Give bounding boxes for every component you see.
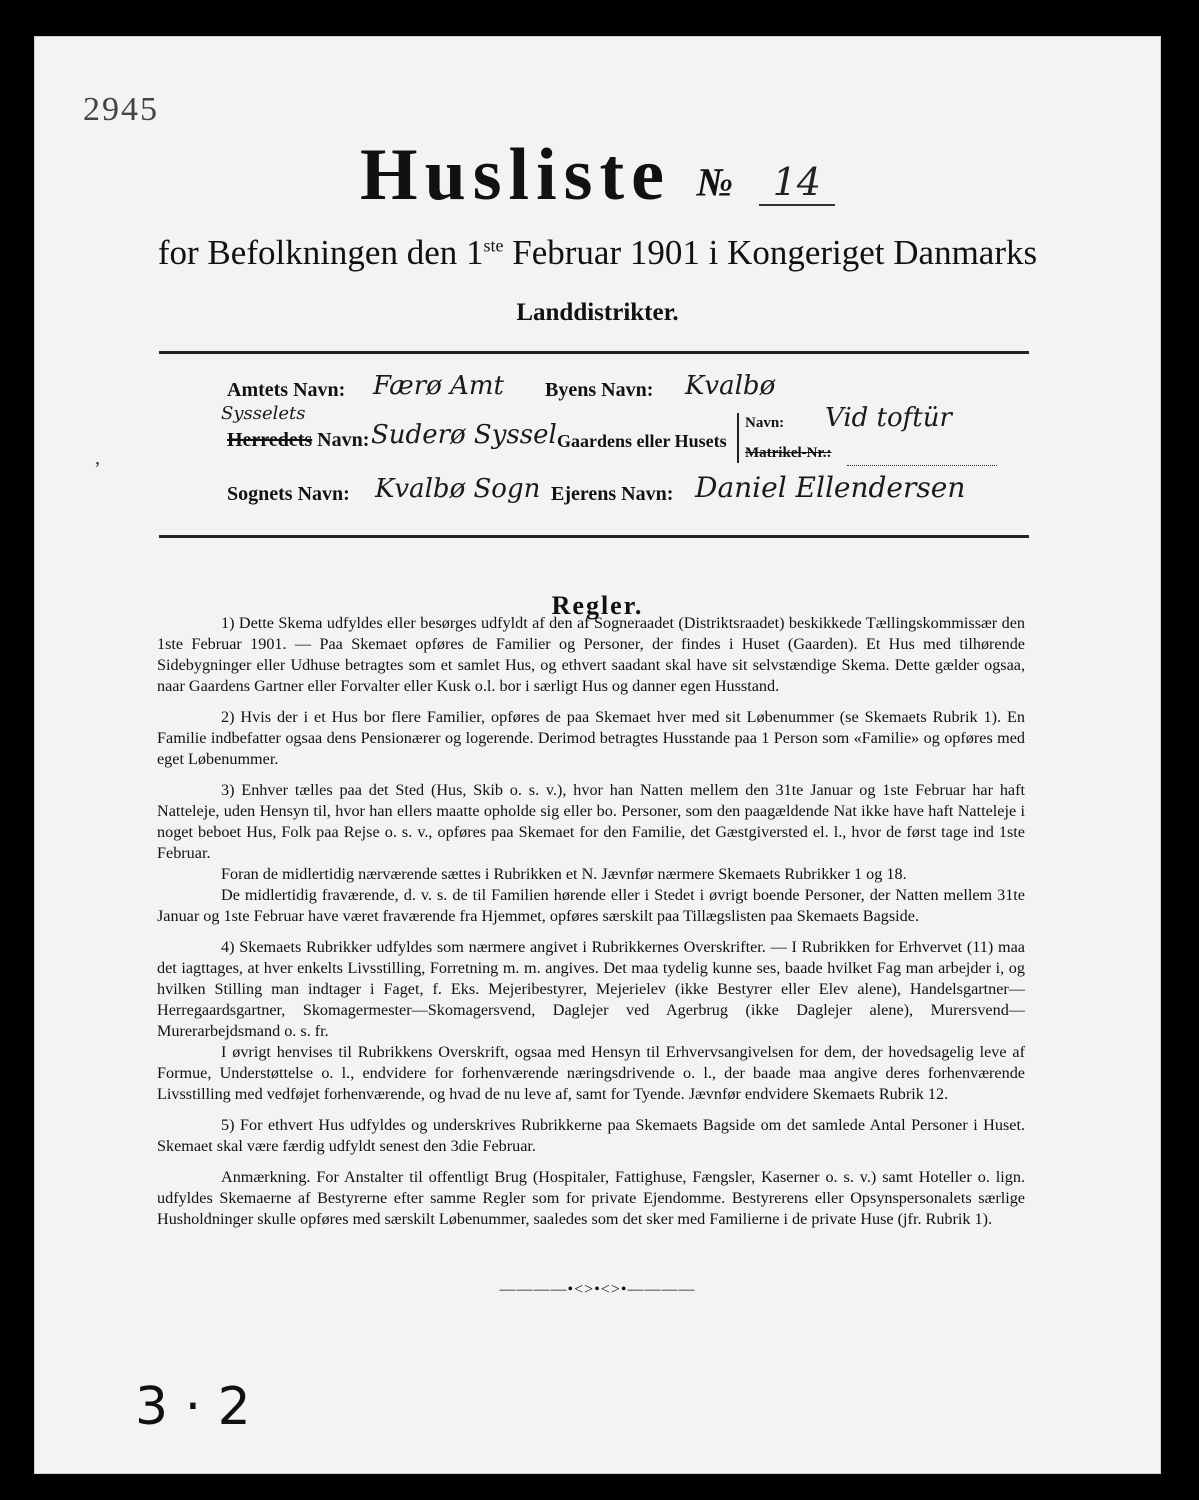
byens-value: Kvalbø bbox=[685, 371, 776, 401]
form-subtitle bbox=[35, 233, 1160, 273]
gaard-bracket bbox=[737, 413, 739, 463]
ejer-label: Ejerens Navn: bbox=[551, 483, 674, 505]
archive-number-handwritten: 3 · 2 bbox=[135, 1377, 251, 1437]
number-symbol: № bbox=[696, 159, 734, 205]
herred-label bbox=[227, 429, 369, 452]
herred-value: Suderø Syssel bbox=[371, 420, 557, 450]
title-text: Husliste bbox=[360, 134, 671, 216]
census-form-page bbox=[34, 36, 1161, 1474]
ejer-value: Daniel Ellendersen bbox=[695, 471, 966, 504]
rule-3-note-2: De midlertidig fraværende, d. v. s. de til Familien hørende eller i Stedet i øvrigt boende Personer, der Natten mellem 31te Januar og 1ste Februar have været fraværende fra Hjemmet, opføres særskilt paa Tillægslisten paa Skemaets Bagside. bbox=[157, 886, 1025, 925]
form-title bbox=[35, 133, 1160, 218]
amt-label: Amtets Navn: bbox=[227, 379, 346, 401]
rule-2: 2) Hvis der i et Hus bor flere Familier, opføres de paa Skemaet hver med sit Løbenummer (se Skemaets Rubrik 1). En Familie indbefatter ogsaa dens Pensionærer og logerende. Derimod betragtes Husstande paa 1 Person som «Familie» og opføres med eget Løbenummer. bbox=[157, 708, 1025, 768]
gaard-navn-value: Vid toftür bbox=[825, 403, 952, 433]
house-number-handwritten: 14 bbox=[759, 160, 835, 206]
byens-label: Byens Navn: bbox=[545, 379, 654, 401]
gaard-navn-label: Navn: bbox=[745, 415, 785, 431]
sogn-value: Kvalbø Sogn bbox=[375, 474, 541, 504]
ornament-divider: ————•<>•<>•———— bbox=[499, 1281, 696, 1298]
herredets-struck: Herredets bbox=[227, 429, 313, 451]
corner-stamp-number: 2945 bbox=[83, 91, 159, 128]
amt-value: Færø Amt bbox=[373, 371, 504, 401]
rule-3-note-1: Foran de midlertidig nærværende sættes i Rubrikken et N. Jævnfør nærmere Skemaets Rubrikker 1 og 18. bbox=[221, 865, 907, 883]
form-district-type: Landdistrikter. bbox=[516, 299, 679, 326]
rule-5: 5) For ethvert Hus udfyldes og underskrives Rubrikkerne paa Skemaets Bagside om det samlede Antal Personer i Huset. Skemaet skal være færdig udfyldt senest den 3die Februar. bbox=[157, 1116, 1025, 1155]
rules-heading: Regler. bbox=[551, 591, 644, 620]
sogn-label: Sognets Navn: bbox=[227, 483, 350, 505]
rule-4: 4) Skemaets Rubrikker udfyldes som nærmere angivet i Rubrikkernes Overskrifter. — I Rubrikken for Erhvervet (11) maa det iagttages, at hver enkelts Livsstilling, Forretning m. m. angives. Det maa tydelig kunne ses, baade hvilket Fag man arbejder i, og hvilken Stilling man indtager i Faget, f. Eks. Mejeribestyrer, Mejerielev (ikke Bestyrer eller Elev alene), Handelsgartner—Herregaardsgartner, Skomagermester—Skomagersvend, Daglejer ved Agerbrug (ikke Daglejer alene), Murersvend—Murerarbejdsmand o. s. fr. bbox=[157, 938, 1025, 1040]
subtitle-part-1: for Befolkningen den 1 bbox=[157, 233, 484, 272]
herred-label-rest: Navn: bbox=[317, 429, 370, 451]
top-divider bbox=[159, 351, 1029, 354]
subtitle-superscript: ste bbox=[483, 235, 504, 256]
remark: Anmærkning. For Anstalter til offentligt Brug (Hospitaler, Fattighuse, Fængsler, Kaserner o. s. v.) samt Hoteller o. lign. udfyldes Skemaerne af Bestyrerne efter samme Regler som for private Ejendomme. Bestyrerens eller Opsynspersonalets særlige Husholdninger skulle opføres med særskilt Løbenummer, saaledes som det sker med Familierne i de private Huse (jfr. Rubrik 1). bbox=[157, 1168, 1025, 1228]
gaard-label: Gaardens eller Husets bbox=[557, 431, 727, 451]
margin-mark: , bbox=[95, 447, 100, 469]
rule-1: 1) Dette Skema udfyldes eller besørges udfyldt af den af Sogneraadet (Distriktsraadet) beskikkede Tællingskommissær den 1ste Februar 1901. — Paa Skemaet opføres de Familier og Personer, der findes i Huset (Gaarden). Et Hus med tilhørende Sidebygninger eller Udhuse betragtes som et samlet Hus, og ethvert saadant skal have sit selvstændige Skema. Dette gælder ogsaa, naar Gaardens Gartner eller Forvalter eller Kusk o.l. bor i særligt Hus og danner egen Husstand. bbox=[157, 614, 1025, 695]
matrikel-label: Matrikel-Nr.: bbox=[745, 445, 832, 461]
rule-4-note: I øvrigt henvises til Rubrikkens Overskrift, ogsaa med Hensyn til Erhvervsangivelsen for dem, der hovedsagelig leve af Formue, Understøttelse o. l., endvidere for forhenværende næringsdrivende o. l., der baade maa angive deres forhenværende Livsstilling med vedføjet forhenværende, og hvad de nu leve af, samt for Tyende. Jævnfør endvidere Skemaets Rubrik 12. bbox=[157, 1043, 1025, 1103]
sysselets-handwritten: Sysselets bbox=[221, 403, 306, 424]
rules-section bbox=[157, 613, 1025, 1240]
rule-3: 3) Enhver tælles paa det Sted (Hus, Skib o. s. v.), hvor han Natten mellem den 31te Januar og 1ste Februar har haft Natteleje, uden Hensyn til, hvor han ellers maatte opholde sig eller bo. Personer, som den paagældende Nat ikke have haft Natteleje i noget beboet Hus, Folk paa Rejse o. s. v., opføres paa Skemaet for den Familie, det Gæstgiversted el. l., hvor de først tage ind 1ste Februar. bbox=[157, 781, 1025, 862]
bottom-divider bbox=[159, 535, 1029, 538]
subtitle-part-2: Februar 1901 i Kongeriget Danmarks bbox=[503, 233, 1038, 272]
matrikel-line bbox=[847, 465, 997, 466]
